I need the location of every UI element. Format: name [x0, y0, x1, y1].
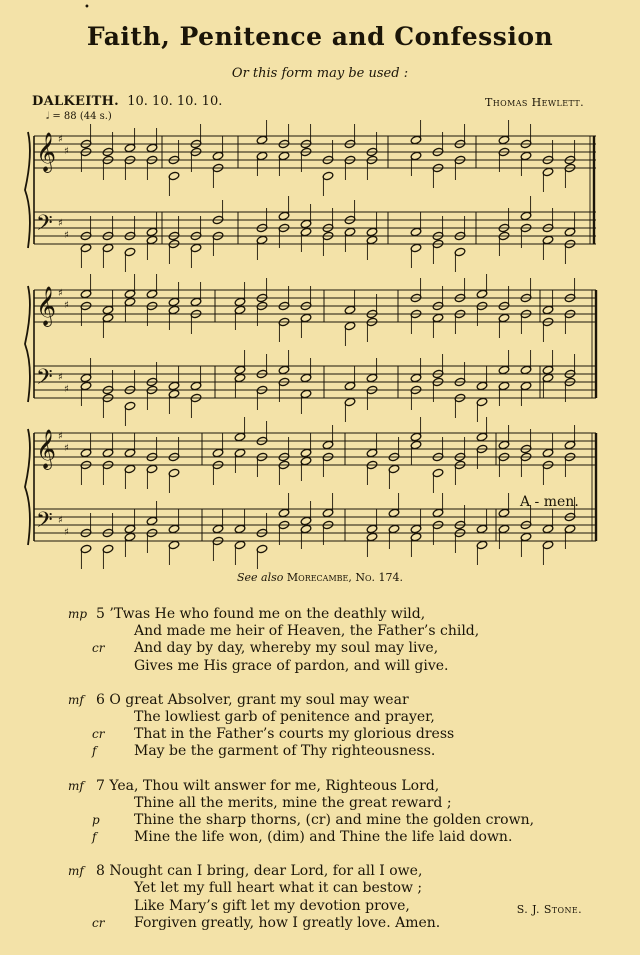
note-head [102, 243, 114, 253]
dynamic-mark: cr [92, 915, 105, 930]
sharp-sign: ♯ [58, 288, 63, 299]
note-head [366, 532, 378, 542]
note-head [168, 389, 180, 399]
tune-meter: 10. 10. 10. 10. [127, 94, 223, 109]
note-head [564, 524, 576, 534]
note-head [300, 227, 312, 237]
verse-text: Thine all the merits, mine the great reward ; [134, 794, 452, 811]
verse-line [92, 640, 534, 657]
note-head [80, 373, 92, 383]
note-head [278, 365, 290, 375]
note-head [190, 381, 202, 391]
sharp-sign: ♯ [64, 230, 69, 241]
verse-line [96, 795, 534, 812]
note-head [146, 289, 158, 299]
note-head [124, 289, 136, 299]
stanza-8 [68, 863, 534, 932]
note-head [432, 508, 444, 518]
note-head [234, 365, 246, 375]
note-head [366, 235, 378, 245]
note-head [234, 373, 246, 383]
sharp-sign: ♯ [58, 372, 63, 383]
note-head [146, 143, 158, 153]
note-head [476, 524, 488, 534]
note-head [102, 448, 114, 458]
verse-line [96, 880, 534, 897]
note-head [124, 448, 136, 458]
note-head [234, 540, 246, 550]
treble-clef: 𝄞 [36, 132, 57, 172]
verse-line [92, 811, 535, 829]
note-head [168, 468, 180, 478]
verse-text: 7 Yea, Thou wilt answer for me, Righteous Lord, [96, 777, 440, 794]
verse-line [96, 709, 534, 726]
note-head [476, 289, 488, 299]
verse-line [92, 829, 534, 846]
bass-clef: 𝄢 [36, 211, 53, 241]
note-head [410, 135, 422, 145]
verse-line [68, 863, 534, 880]
dynamic-mark: f [92, 830, 97, 845]
note-head [410, 532, 422, 542]
verse-text: Like Mary’s gift let my devotion prove, [134, 897, 410, 914]
verse-line [68, 691, 534, 709]
note-head [102, 313, 114, 323]
note-head [256, 135, 268, 145]
dynamic-mark: cr [92, 727, 105, 742]
note-head [212, 524, 224, 534]
see-also-ref: Morecambe, No. 174. [286, 571, 404, 584]
note-head [498, 135, 510, 145]
stanza-6 [68, 691, 534, 761]
note-head [344, 397, 356, 407]
verse-text: May be the garment of Thy righteousness. [134, 743, 436, 760]
verse-text: Thine the sharp thorns, (cr) and mine the golden crown, [134, 811, 535, 828]
verse-text: Gives me His grace of pardon, and will give. [134, 657, 449, 674]
sharp-sign: ♯ [58, 218, 63, 229]
bass-clef: 𝄢 [36, 508, 53, 538]
note-head [564, 227, 576, 237]
verse-text: Mine the life won, (dim) and Thine the life laid down. [134, 829, 513, 846]
note-head [366, 373, 378, 383]
note-head [410, 243, 422, 253]
note-head [542, 305, 554, 315]
note-head [80, 243, 92, 253]
note-head [234, 305, 246, 315]
note-head [234, 524, 246, 534]
see-also-prefix: See also [236, 571, 284, 584]
note-head [146, 235, 158, 245]
verse-text: That in the Father’s courts my glorious dress [134, 726, 455, 743]
note-head [498, 440, 510, 450]
note-head [322, 171, 334, 181]
sharp-sign: ♯ [64, 384, 69, 395]
verse-line [92, 726, 534, 743]
note-head [146, 516, 158, 526]
verse-text: 8 Nought can I bring, dear Lord, for all I owe, [96, 863, 423, 880]
note-head [388, 508, 400, 518]
note-head [124, 532, 136, 542]
note-head [124, 297, 136, 307]
note-head [300, 389, 312, 399]
note-head [256, 151, 268, 161]
note-head [520, 381, 532, 391]
stanza-7 [68, 777, 535, 847]
note-head [300, 524, 312, 534]
note-head [542, 524, 554, 534]
note-head [212, 151, 224, 161]
note-head [322, 508, 334, 518]
note-head [300, 448, 312, 458]
note-head [80, 448, 92, 458]
note-head [388, 524, 400, 534]
note-head [124, 464, 136, 474]
note-head [124, 247, 136, 257]
dynamic-mark: f [92, 744, 97, 759]
note-head [498, 524, 510, 534]
note-head [80, 289, 92, 299]
note-head [410, 524, 422, 534]
note-head [410, 440, 422, 450]
note-head [344, 305, 356, 315]
note-head [498, 313, 510, 323]
note-head [542, 540, 554, 550]
note-head [410, 432, 422, 442]
dynamic-mark: cr [92, 641, 105, 656]
note-head [212, 448, 224, 458]
note-head [168, 297, 180, 307]
note-head [564, 440, 576, 450]
verse-line [68, 777, 534, 795]
note-head [454, 247, 466, 257]
note-head [410, 151, 422, 161]
note-head [476, 397, 488, 407]
note-head [432, 468, 444, 478]
note-head [168, 524, 180, 534]
note-head [388, 464, 400, 474]
brace [25, 286, 30, 402]
page-subtitle: Or this form may be used : [231, 66, 409, 81]
note-head [366, 448, 378, 458]
note-head [344, 321, 356, 331]
note-head [256, 235, 268, 245]
note-head [278, 508, 290, 518]
note-head [542, 448, 554, 458]
dynamic-mark: p [92, 812, 100, 827]
note-head [234, 432, 246, 442]
note-head [476, 432, 488, 442]
composer-name: Thomas Hewlett. [485, 96, 584, 109]
sharp-sign: ♯ [58, 134, 63, 145]
verse-line [92, 914, 534, 932]
sharp-sign: ♯ [64, 443, 69, 454]
note-head [366, 227, 378, 237]
note-head [168, 540, 180, 550]
note-head [476, 540, 488, 550]
note-head [520, 532, 532, 542]
note-head [146, 227, 158, 237]
note-head [300, 516, 312, 526]
note-head [168, 171, 180, 181]
note-head [190, 297, 202, 307]
note-head [542, 365, 554, 375]
verse-text: 6 O great Absolver, grant my soul may wear [96, 691, 409, 708]
verse-text: Forgiven greatly, how I greatly love. Amen. [134, 914, 441, 931]
page-mark: • [84, 2, 90, 13]
note-head [300, 313, 312, 323]
treble-clef: 𝄞 [36, 429, 57, 469]
note-head [542, 235, 554, 245]
note-head [542, 167, 554, 177]
note-head [344, 381, 356, 391]
note-head [278, 151, 290, 161]
note-head [410, 227, 422, 237]
note-head [300, 373, 312, 383]
dynamic-mark: mf [68, 778, 84, 793]
note-head [234, 297, 246, 307]
note-head [432, 313, 444, 323]
note-head [80, 544, 92, 554]
verses [68, 606, 535, 949]
sharp-sign: ♯ [64, 527, 69, 538]
tempo-marking: 𝅗𝅥 = 88 (44 s.) [46, 111, 112, 122]
note-head [124, 401, 136, 411]
note-head [300, 219, 312, 229]
note-head [410, 373, 422, 383]
note-head [520, 151, 532, 161]
amen-lyric: A - men. [520, 494, 579, 510]
brace [25, 132, 30, 248]
note-head [256, 544, 268, 554]
note-head [278, 211, 290, 221]
treble-clef: 𝄞 [36, 286, 57, 326]
verse-text: 5 ’Twas He who found me on the deathly wild, [96, 606, 426, 622]
verse-line [96, 658, 534, 675]
verse-line [92, 743, 534, 760]
note-head [322, 440, 334, 450]
verse-text: Yet let my full heart what it can bestow ; [134, 880, 423, 897]
verse-text: And day by day, whereby my soul may live, [134, 640, 439, 657]
hymn-author: S. J. Stone. [516, 903, 582, 916]
note-head [366, 524, 378, 534]
see-also-note [0, 571, 640, 584]
verse-text: And made me heir of Heaven, the Father’s child, [134, 623, 480, 640]
note-head [498, 508, 510, 518]
note-head [520, 365, 532, 375]
verse-line [68, 606, 534, 623]
note-head [520, 211, 532, 221]
note-head [234, 448, 246, 458]
verse-line [96, 898, 534, 915]
verse-line [96, 623, 534, 640]
note-head [80, 381, 92, 391]
dynamic-mark: mf [68, 864, 84, 879]
verse-text: The lowliest garb of penitence and prayer, [134, 708, 435, 725]
brace [25, 429, 30, 545]
sharp-sign: ♯ [64, 146, 69, 157]
note-head [344, 227, 356, 237]
note-head [542, 373, 554, 383]
sharp-sign: ♯ [64, 300, 69, 311]
note-head [168, 305, 180, 315]
sharp-sign: ♯ [58, 431, 63, 442]
note-head [498, 381, 510, 391]
sharp-sign: ♯ [58, 515, 63, 526]
note-head [146, 464, 158, 474]
note-head [498, 365, 510, 375]
note-head [190, 243, 202, 253]
note-head [124, 524, 136, 534]
note-head [168, 381, 180, 391]
tune-name: DALKEITH. [32, 94, 119, 109]
dynamic-mark: mp [68, 607, 88, 621]
bass-clef: 𝄢 [36, 365, 53, 395]
dynamic-mark: mf [68, 692, 84, 707]
note-head [300, 456, 312, 466]
note-head [102, 305, 114, 315]
page-title: Faith, Penitence and Confession [86, 22, 554, 51]
note-head [124, 143, 136, 153]
stanza-5 [68, 606, 534, 675]
note-head [476, 381, 488, 391]
note-head [102, 544, 114, 554]
